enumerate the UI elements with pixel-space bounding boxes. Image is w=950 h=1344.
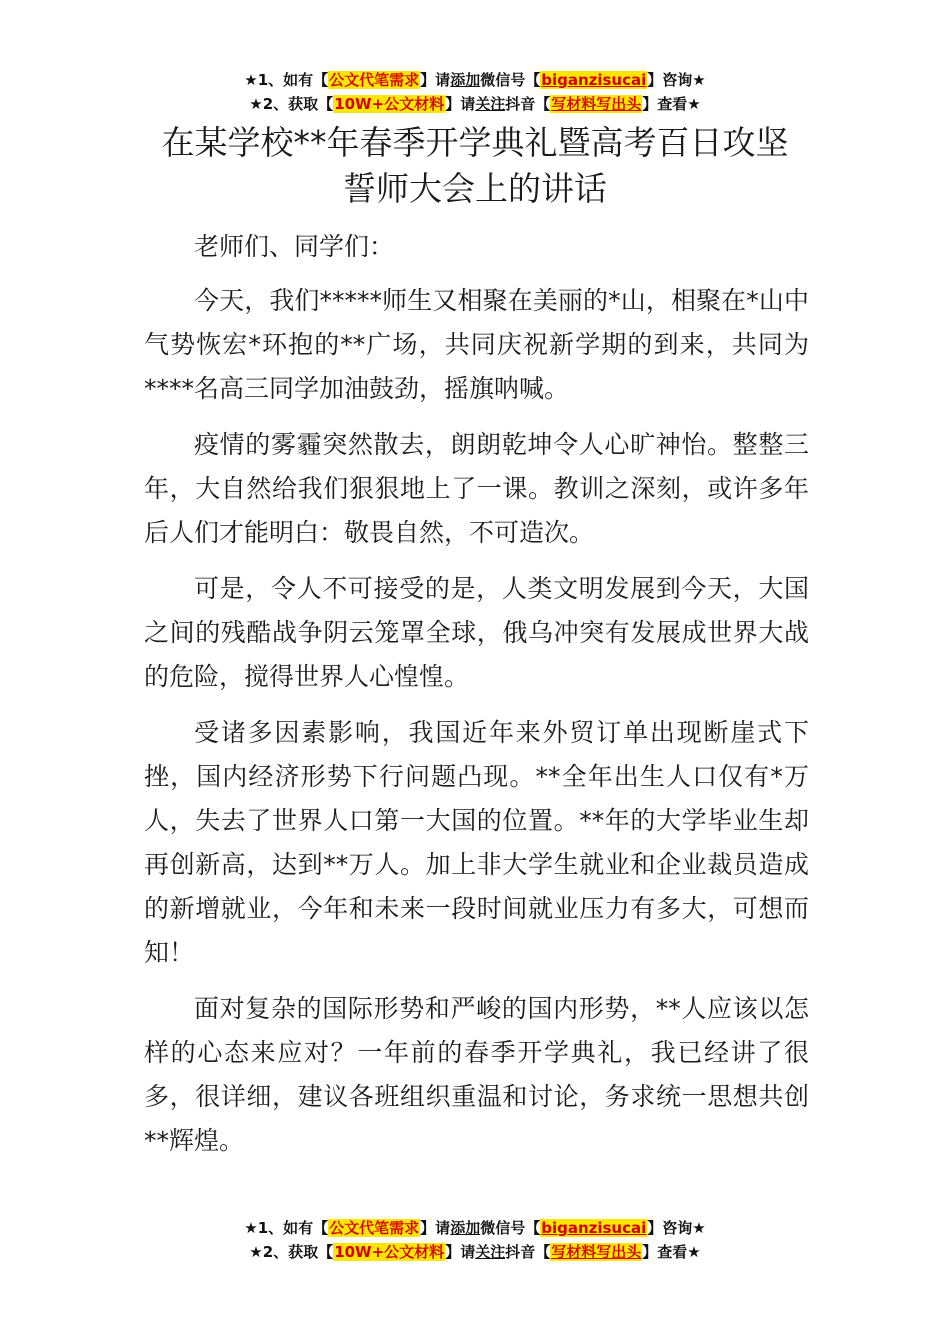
promo-line-1: ★1、如有【公文代笔需求】请添加微信号【biganzisucai】咨询★	[244, 1219, 706, 1237]
promo-banner-top	[0, 68, 950, 116]
highlight-materials: 10W+公文材料	[334, 1243, 445, 1261]
greeting: 老师们、同学们：	[194, 232, 395, 261]
paragraph: 疫情的雾霾突然散去，朗朗乾坤令人心旷神怡。整整三年，大自然给我们狠狠地上了一课。教训之深刻，或许多年后人们才能明白：敬畏自然，不可造次。	[144, 430, 809, 547]
wechat-id-link[interactable]: biganzisucai	[541, 1219, 647, 1237]
promo-banner-bottom	[0, 1216, 950, 1264]
douyin-account-link[interactable]: 写材料写出头	[551, 95, 642, 113]
promo-line-2: ★2、获取【10W+公文材料】请关注抖音【写材料写出头】查看★	[249, 1243, 701, 1261]
paragraph: 可是，令人不可接受的是，人类文明发展到今天，大国之间的残酷战争阴云笼罩全球，俄乌冲突有发展成世界大战的危险，搅得世界人心惶惶。	[144, 574, 809, 691]
douyin-account-link[interactable]: 写材料写出头	[551, 1243, 642, 1261]
promo-line-2: ★2、获取【10W+公文材料】请关注抖音【写材料写出头】查看★	[249, 95, 701, 113]
wechat-id-link[interactable]: biganzisucai	[541, 71, 647, 89]
title-line-2: 誓师大会上的讲话	[343, 169, 607, 208]
promo-line-1: ★1、如有【公文代笔需求】请添加微信号【biganzisucai】咨询★	[244, 71, 706, 89]
paragraph: 受诸多因素影响，我国近年来外贸订单出现断崖式下挫，国内经济形势下行问题凸现。**全年出生人口仅有*万人，失去了世界人口第一大国的位置。**年的大学毕业生却再创新高，达到**万人。加上非大学生就业和企业裁员造成的新增就业，今年和未来一段时间就业压力有多大，可想而知！	[144, 718, 809, 967]
highlight-ghostwriting: 公文代笔需求	[329, 71, 420, 89]
highlight-ghostwriting: 公文代笔需求	[329, 1219, 420, 1237]
title-line-1: 在某学校**年春季开学典礼暨高考百日攻坚	[161, 123, 789, 162]
document-body	[144, 225, 809, 1175]
paragraph: 面对复杂的国际形势和严峻的国内形势，**人应该以怎样的心态来应对？一年前的春季开学典礼，我已经讲了很多，很详细，建议各班组织重温和讨论，务求统一思想共创**辉煌。	[144, 994, 809, 1155]
highlight-materials: 10W+公文材料	[334, 95, 445, 113]
paragraph: 今天，我们*****师生又相聚在美丽的*山，相聚在*山中气势恢宏*环抱的**广场，共同庆祝新学期的到来，共同为****名高三同学加油鼓劲，摇旗呐喊。	[144, 286, 809, 403]
document-title	[100, 120, 850, 212]
